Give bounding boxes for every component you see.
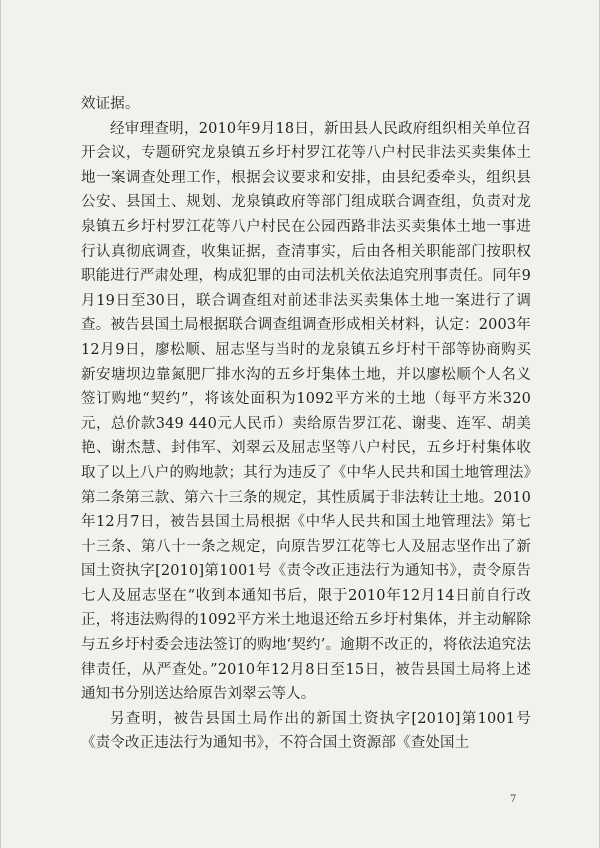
paragraph-continuation: 效证据。 <box>81 96 140 112</box>
paragraph-further-findings: 另查明，被告县国土局作出的新国土资执字[2010]第1001号《责令改正违法行为通知书》，不符合国土资源部《查处国土 <box>81 710 531 752</box>
document-body <box>81 92 531 756</box>
paragraph-findings: 经审理查明，2010年9月18日，新田县人民政府组织相关单位召开会议，专题研究龙泉镇五乡圩村罗江花等八户村民非法买卖集体土地一案调查处理工作，根据会议要求和安排，由县纪委牵头，组织县公安、县国土、规划、龙泉镇政府等部门组成联合调查组，负责对龙泉镇五乡圩村罗江花等八户村民在公园西路非法买卖集体土地一事进行认真彻底调查，收集证据，查清事实，后由各相关职能部门按职权职能进行严肃处理，构成犯罪的由司法机关依法追究刑事责任。同年9月19日至30日，联合调查组对前述非法买卖集体土地一案进行了调查。被告县国土局根据联合调查组调查形成相关材料，认定：2003年12月9日，廖松顺、屈志坚与当时的龙泉镇五乡圩村干部等协商购买新安塘坝边靠氮肥厂排水沟的五乡圩集体土地，并以廖松顺个人名义签订购地“契约”，将该处面积为1092平方米的土地（每平方米320元，总价款349 440元人民币）卖给原告罗江花、谢斐、连军、胡美艳、谢杰慧、封伟军、刘翠云及屈志坚等八户村民，五乡圩村集体收取了以上八户的购地款；其行为违反了《中华人民共和国土地管理法》第二条第三款、第六十三条的规定，其性质属于非法转让土地。2010年12月7日，被告县国土局根据《中华人民共和国土地管理法》第七十三条、第八十一条之规定，向原告罗江花等七人及屈志坚作出了新国土资执字[2010]第1001号《责令改正违法行为通知书》，责令原告七人及屈志坚在“收到本通知书后，限于2010年12月14日前自行改正，将违法购得的1092平方米土地退还给五乡圩村集体，并主动解除与五乡圩村委会违法签订的购地‘契约’。逾期不改正的，将依法追究法律责任，从严查处。”2010年12月8日至15日，被告县国土局将上述通知书分别送达给原告刘翠云等人。 <box>81 120 531 703</box>
page-number: 7 <box>510 794 517 805</box>
